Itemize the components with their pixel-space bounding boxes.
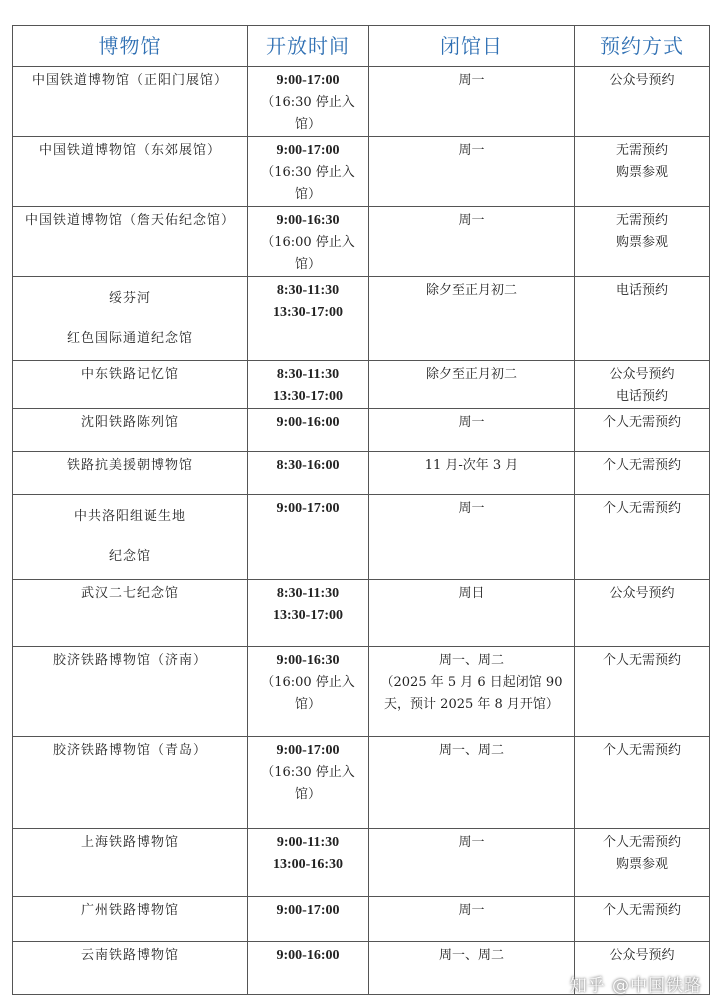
closed-day-text: 天，预计 2025 年 8 月开馆） [384,697,559,712]
closed-day-text: 周一 [458,415,485,430]
opening-hours-cell [248,67,369,137]
booking-method-text: 无需预约 [615,143,668,158]
museum-name-cell [13,495,248,580]
opening-hours-cell [248,737,369,829]
booking-method-text: 公众号预约 [609,948,675,963]
closed-day-cell [369,277,575,361]
opening-hours-cell [248,829,369,897]
opening-hours-cell [248,452,369,495]
closed-day-text: 周一、周二 [438,743,504,758]
opening-hours-text: 9:00-16:30 [276,213,340,228]
closed-day-cell [369,452,575,495]
museum-name-cell [13,897,248,942]
opening-hours-cell [248,361,369,409]
booking-method-cell [575,829,710,897]
booking-method-cell [575,207,710,277]
closed-day-cell [369,137,575,207]
museum-name-cell [13,67,248,137]
closed-day-cell [369,897,575,942]
booking-method-cell [575,580,710,647]
museum-name-text: 铁路抗美援朝博物馆 [66,458,193,473]
closed-day-text: 周一、周二 [438,653,504,668]
closed-day-text: 除夕至正月初二 [425,283,517,298]
table-row [13,67,710,137]
museum-name-text: 中共洛阳组诞生地 [73,509,186,524]
watermark: 知乎 @中国铁路 [569,976,702,996]
booking-method-text: 公众号预约 [609,367,675,382]
opening-hours-text: 13:30-17:00 [273,305,343,320]
closed-day-text: 除夕至正月初二 [425,367,517,382]
museum-name-text: 纪念馆 [108,549,151,564]
table-row [13,829,710,897]
closed-day-cell [369,409,575,452]
table-row [13,409,710,452]
booking-method-text: 公众号预约 [609,586,675,601]
opening-hours-text: 9:00-17:00 [276,143,340,158]
booking-method-text: 个人无需预约 [602,415,681,430]
header-hours: 开放时间 [248,26,369,67]
booking-method-text: 个人无需预约 [602,903,681,918]
museum-name-cell [13,452,248,495]
booking-method-cell [575,137,710,207]
museum-name-cell [13,277,248,361]
opening-hours-cell [248,409,369,452]
table-row [13,580,710,647]
booking-method-text: 购票参观 [615,235,668,250]
booking-method-cell [575,277,710,361]
opening-hours-text: （16:30 停止入 [261,95,355,110]
museum-name-text: 胶济铁路博物馆（济南） [52,653,207,668]
opening-hours-text: 8:30-16:00 [276,458,340,473]
museum-table [12,25,710,995]
opening-hours-text: 9:00-17:00 [276,501,340,516]
table-row [13,361,710,409]
museum-name-cell [13,580,248,647]
opening-hours-text: 9:00-16:30 [276,653,340,668]
booking-method-cell [575,361,710,409]
booking-method-text: 个人无需预约 [602,835,681,850]
museum-name-text: 红色国际通道纪念馆 [66,330,193,346]
closed-day-text: 周一 [458,835,485,850]
booking-method-text: 电话预约 [615,283,668,298]
opening-hours-cell [248,495,369,580]
museum-name-cell [13,829,248,897]
closed-day-cell [369,647,575,737]
museum-name-text: 中国铁道博物馆（詹天佑纪念馆） [24,213,235,228]
opening-hours-cell [248,897,369,942]
museum-name-cell [13,737,248,829]
table-row [13,452,710,495]
opening-hours-text: 馆） [294,117,321,132]
booking-method-text: 个人无需预约 [602,743,681,758]
booking-method-text: 电话预约 [615,389,668,404]
museum-name-text: 广州铁路博物馆 [80,903,179,918]
closed-day-text: 周一 [458,73,485,88]
booking-method-cell [575,67,710,137]
opening-hours-text: 9:00-16:00 [276,948,340,963]
table-row [13,207,710,277]
museum-name-text: 中东铁路记忆馆 [80,367,179,382]
opening-hours-text: 馆） [294,257,321,272]
opening-hours-text: 9:00-17:00 [276,743,340,758]
opening-hours-text: 8:30-11:30 [276,283,340,298]
closed-day-cell [369,495,575,580]
header-row [13,26,710,67]
table-row [13,495,710,580]
opening-hours-text: 13:00-16:30 [273,857,343,872]
closed-day-text: 11 月-次年 3 月 [424,458,519,473]
museum-name-text: 沈阳铁路陈列馆 [80,415,179,430]
closed-day-cell [369,207,575,277]
booking-method-cell [575,737,710,829]
booking-method-text: 个人无需预约 [602,653,681,668]
booking-method-cell [575,495,710,580]
closed-day-text: 周一 [458,213,485,228]
closed-day-text: 周一 [458,143,485,158]
closed-day-text: 周一、周二 [438,948,504,963]
booking-method-cell [575,897,710,942]
opening-hours-text: （16:30 停止入 [261,165,355,180]
opening-hours-text: 馆） [294,187,321,202]
table-row [13,737,710,829]
opening-hours-cell [248,942,369,995]
opening-hours-text: 9:00-17:00 [276,73,340,88]
opening-hours-text: 13:30-17:00 [273,608,343,623]
closed-day-cell [369,580,575,647]
museum-name-cell [13,361,248,409]
opening-hours-cell [248,207,369,277]
museum-name-text: 中国铁道博物馆（东郊展馆） [38,143,221,158]
museum-name-cell [13,137,248,207]
museum-name-cell [13,647,248,737]
header-museum: 博物馆 [13,26,248,67]
opening-hours-text: 9:00-17:00 [276,903,340,918]
opening-hours-text: 13:30-17:00 [273,389,343,404]
closed-day-cell [369,361,575,409]
closed-day-text: （2025 年 5 月 6 日起闭馆 90 [380,675,563,690]
table-row [13,137,710,207]
closed-day-cell [369,942,575,995]
booking-method-text: 购票参观 [615,165,668,180]
museum-name-text: 绥芬河 [108,290,151,306]
closed-day-cell [369,737,575,829]
opening-hours-cell [248,647,369,737]
booking-method-text: 无需预约 [615,213,668,228]
museum-name-cell [13,942,248,995]
opening-hours-text: 8:30-11:30 [276,586,340,601]
museum-name-text: 胶济铁路博物馆（青岛） [52,743,207,758]
booking-method-text: 购票参观 [615,857,668,872]
opening-hours-text: 馆） [294,697,321,712]
opening-hours-cell [248,277,369,361]
closed-day-text: 周一 [458,501,485,516]
table-row [13,277,710,361]
museum-name-text: 云南铁路博物馆 [80,948,179,963]
table-row [13,897,710,942]
opening-hours-cell [248,580,369,647]
opening-hours-text: 8:30-11:30 [276,367,340,382]
table-row [13,647,710,737]
booking-method-cell [575,647,710,737]
opening-hours-text: 9:00-11:30 [276,835,340,850]
museum-name-cell [13,409,248,452]
opening-hours-text: 9:00-16:00 [276,415,340,430]
header-booking: 预约方式 [575,26,710,67]
closed-day-cell [369,829,575,897]
header-closed: 闭馆日 [369,26,575,67]
booking-method-text: 公众号预约 [609,73,675,88]
museum-name-cell [13,207,248,277]
closed-day-text: 周一 [458,903,485,918]
opening-hours-text: 馆） [294,787,321,802]
booking-method-cell [575,452,710,495]
opening-hours-text: （16:00 停止入 [261,235,355,250]
museum-name-text: 上海铁路博物馆 [80,835,179,850]
opening-hours-text: （16:00 停止入 [261,675,355,690]
opening-hours-cell [248,137,369,207]
museum-name-text: 武汉二七纪念馆 [80,586,179,601]
booking-method-text: 个人无需预约 [602,458,681,473]
closed-day-cell [369,67,575,137]
museum-name-text: 中国铁道博物馆（正阳门展馆） [31,73,228,88]
booking-method-text: 个人无需预约 [602,501,681,516]
opening-hours-text: （16:30 停止入 [261,765,355,780]
closed-day-text: 周日 [458,586,485,601]
booking-method-cell [575,409,710,452]
